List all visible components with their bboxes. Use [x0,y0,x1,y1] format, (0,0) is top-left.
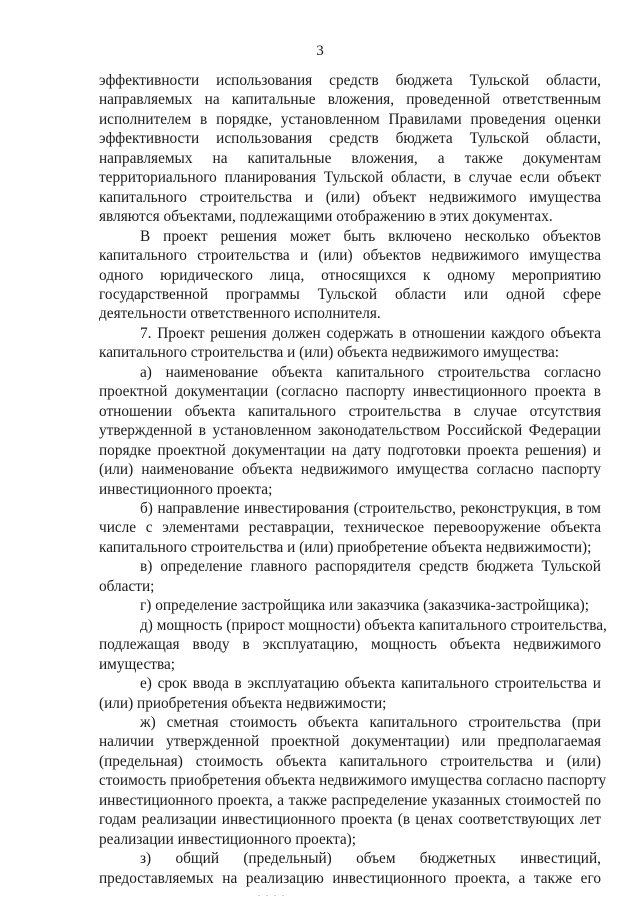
page-number: 3 [316,43,324,59]
text-line: В проект решения может быть включено несколько объектов [140,227,601,245]
text-line: капитального строительства и (или) объектов недвижимого имущества [99,247,601,265]
text-line: з) общий (предельный) объем бюджетных инвестиций, [140,850,601,868]
text-line: г) определение застройщика или заказчика (заказчика-застройщика); [140,597,589,615]
text-line: деятельности ответственного исполнителя. [99,305,381,323]
text-line: капитального строительства и (или) объекта недвижимого имущества: [99,344,560,362]
text-line: подлежащая вводу в эксплуатацию, мощность объекта недвижимого [99,636,601,654]
text-line: числе с элементами реставрации, техническое перевооружение объекта [99,519,601,537]
text-line: исполнителем в порядке, установленном Правилами проведения оценки [99,110,601,128]
text-line: одного юридического лица, относящихся к одному мероприятию [99,266,601,284]
text-line: наличии утвержденной проектной документации) или предполагаемая [99,733,601,751]
text-line: в) определение главного распорядителя средств бюджета Тульской [140,558,601,576]
scan-artifact: . . . . [258,889,286,898]
text-line: являются объектами, подлежащими отображению в этих документах. [99,208,553,226]
text-line: государственной программы Тульской области или одной сфере [99,285,601,303]
text-line: направляемых на капитальные вложения, а также документам [99,149,601,167]
text-line: е) срок ввода в эксплуатацию объекта капитального строительства и [140,675,601,693]
text-line: 7. Проект решения должен содержать в отношении каждого объекта [140,324,601,342]
text-line: д) мощность (прирост мощности) объекта капитального строительства, [140,616,607,634]
text-line: области; [99,577,155,595]
text-line: (предельная) стоимость объекта капитального строительства и (или) [99,752,601,770]
text-line: инвестиционного проекта; [99,480,273,498]
text-line: капитального строительства и (или) объект недвижимого имущества [99,188,601,206]
text-line: (или) приобретения объекта недвижимости; [99,694,387,712]
text-line: предоставляемых на реализацию инвестиционного проекта, а также его [99,869,601,887]
text-line: территориального планирования Тульской области, в случае если объект [99,169,601,187]
text-line: отношении объекта капитального строительства в случае отсутствия [99,402,601,420]
text-line: б) направление инвестирования (строительство, реконструкция, в том [140,499,601,517]
text-line: (или) наименование объекта недвижимого имущества согласно паспорту [99,461,601,479]
text-line: ж) сметная стоимость объекта капитального строительства (при [140,713,601,731]
text-line: эффективности использования средств бюджета Тульской области, [99,130,601,148]
document-body [99,71,607,888]
text-line: реализации инвестиционного проекта); [99,830,357,848]
text-line: годам реализации инвестиционного проекта (в ценах соответствующих лет [99,811,601,829]
text-line: порядке проектной документации на дату подготовки проекта решения) и [99,441,601,459]
text-line: стоимость приобретения объекта недвижимого имущества согласно паспорту [99,772,607,790]
text-line: утвержденной в установленном законодательством Российской Федерации [99,422,601,440]
text-line: направляемых на капитальные вложения, проведенной ответственным [99,91,601,109]
text-line: а) наименование объекта капитального строительства согласно [140,363,601,381]
text-line: эффективности использования средств бюджета Тульской области, [99,72,601,89]
text-line: имущества; [99,655,175,673]
text-line: капитального строительства и (или) приобретение объекта недвижимости); [99,538,592,556]
text-line: проектной документации (согласно паспорту инвестиционного проекта в [99,383,601,401]
text-line: инвестиционного проекта, а также распределение указанных стоимостей по [99,791,601,809]
